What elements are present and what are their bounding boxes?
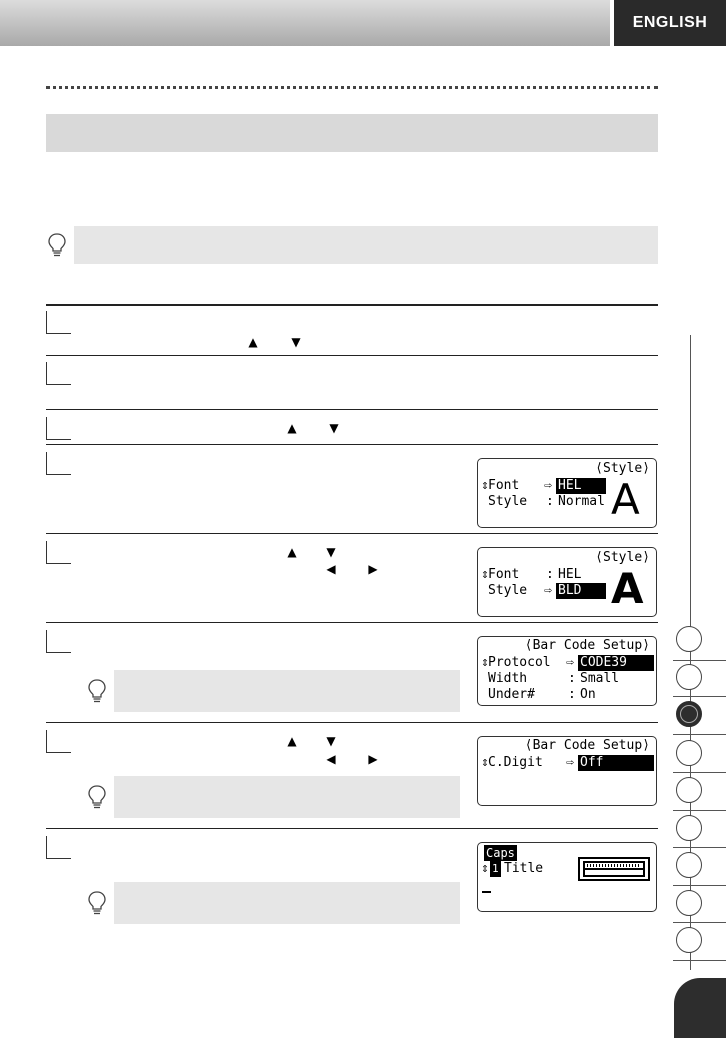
step-divider	[46, 622, 658, 623]
scroll-updown-icon: ⇕	[481, 655, 489, 670]
step-divider	[46, 828, 658, 829]
chapter-tab[interactable]	[676, 626, 702, 652]
steps-top-rule	[46, 304, 658, 306]
lcd-label: Font	[488, 567, 520, 582]
lcd-style-preview: A	[611, 475, 640, 524]
lcd-style-font-screen	[477, 458, 657, 528]
lcd-separator: :	[568, 687, 576, 702]
step-divider	[46, 409, 658, 410]
down-arrow-icon: ▼	[291, 335, 301, 349]
chapter-tab[interactable]	[676, 777, 702, 803]
step-divider	[46, 355, 658, 356]
lcd-label: Width	[488, 671, 528, 686]
lcd-style-preview: A	[611, 564, 644, 613]
lcd-barcode-setup-screen	[477, 636, 657, 706]
chapter-divider	[673, 734, 726, 735]
lcd-separator: :	[546, 567, 554, 582]
caps-indicator: Caps	[486, 846, 515, 860]
chapter-tab[interactable]	[676, 927, 702, 953]
lcd-value-selected: Off	[578, 755, 654, 771]
line-number-badge: 1	[492, 862, 499, 875]
text-cursor	[482, 891, 491, 893]
chapter-divider	[673, 696, 726, 697]
chapter-divider	[673, 960, 726, 961]
selector-arrow-icon: ⇨	[566, 755, 574, 770]
dotted-divider	[46, 86, 658, 89]
lcd-heading: ⟨Style⟩	[595, 550, 650, 565]
lightbulb-icon	[86, 784, 108, 810]
lcd-label: Protocol	[488, 655, 551, 670]
step-divider	[46, 444, 658, 445]
header-bar	[0, 0, 610, 46]
lcd-heading: ⟨Style⟩	[595, 461, 650, 476]
note-box	[74, 226, 658, 264]
lightbulb-icon	[86, 678, 108, 704]
chapter-divider	[673, 847, 726, 848]
chapter-divider	[673, 810, 726, 811]
step-divider	[46, 533, 658, 534]
lcd-label: C.Digit	[488, 755, 543, 770]
lcd-heading: ⟨Bar Code Setup⟩	[524, 738, 650, 753]
page-number-tab	[674, 978, 726, 1038]
left-arrow-icon: ◀	[326, 752, 336, 766]
step-number-box	[46, 730, 71, 753]
language-label: ENGLISH	[614, 0, 726, 46]
lcd-value-selected: HEL	[556, 478, 606, 494]
lcd-value-selected: BLD	[556, 583, 606, 599]
tip-box	[114, 882, 460, 924]
selector-arrow-icon: ⇨	[544, 583, 552, 598]
lcd-label: Font	[488, 478, 520, 493]
lcd-value: HEL	[558, 567, 582, 582]
selector-arrow-icon: ⇨	[544, 478, 552, 493]
lcd-label: Style	[488, 494, 528, 509]
selector-arrow-icon: ⇨	[566, 655, 574, 670]
chapter-tab[interactable]	[676, 664, 702, 690]
lcd-value: Normal	[558, 494, 605, 509]
step-number-box	[46, 630, 71, 653]
lcd-barcode-checkdigit-screen	[477, 736, 657, 806]
scroll-updown-icon: ⇕	[481, 755, 489, 770]
scroll-updown-icon: ⇕	[481, 861, 489, 876]
down-arrow-icon: ▼	[326, 545, 336, 559]
left-arrow-icon: ◀	[326, 562, 336, 576]
lcd-text-line: Title	[504, 861, 544, 876]
scroll-updown-icon: ⇕	[481, 567, 489, 582]
chapter-divider	[673, 660, 726, 661]
step-number-box	[46, 362, 71, 385]
step-number-box	[46, 836, 71, 859]
lcd-value-selected: CODE39	[578, 655, 654, 671]
tip-box	[114, 670, 460, 712]
chapter-divider	[673, 885, 726, 886]
lcd-value: On	[580, 687, 596, 702]
right-arrow-icon: ▶	[368, 562, 378, 576]
lcd-label: Under#	[488, 687, 535, 702]
step-divider	[46, 722, 658, 723]
tip-box	[114, 776, 460, 818]
up-arrow-icon: ▲	[248, 335, 258, 349]
chapter-tab[interactable]	[676, 815, 702, 841]
chapter-divider	[673, 772, 726, 773]
chapter-tab[interactable]	[676, 890, 702, 916]
chapter-tab[interactable]	[676, 852, 702, 878]
lightbulb-icon	[46, 232, 68, 258]
right-arrow-icon: ▶	[368, 752, 378, 766]
lightbulb-icon	[86, 890, 108, 916]
step-number-box	[46, 452, 71, 475]
lcd-text-entry-screen	[477, 842, 657, 912]
step-number-box	[46, 311, 71, 334]
down-arrow-icon: ▼	[329, 421, 339, 435]
lcd-value: Small	[580, 671, 620, 686]
lcd-style-bold-screen	[477, 547, 657, 617]
lcd-heading: ⟨Bar Code Setup⟩	[524, 638, 650, 653]
step-number-box	[46, 541, 71, 564]
up-arrow-icon: ▲	[287, 545, 297, 559]
barcode-preview-icon	[578, 857, 650, 881]
chapter-divider	[673, 922, 726, 923]
scroll-updown-icon: ⇕	[481, 478, 489, 493]
lcd-label: Style	[488, 583, 528, 598]
step-number-box	[46, 417, 71, 440]
lcd-separator: :	[568, 671, 576, 686]
up-arrow-icon: ▲	[287, 734, 297, 748]
chapter-tab[interactable]	[676, 740, 702, 766]
lcd-separator: :	[546, 494, 554, 509]
down-arrow-icon: ▼	[326, 734, 336, 748]
up-arrow-icon: ▲	[287, 421, 297, 435]
section-title-bar	[46, 114, 658, 152]
chapter-tab-active[interactable]	[676, 701, 702, 727]
